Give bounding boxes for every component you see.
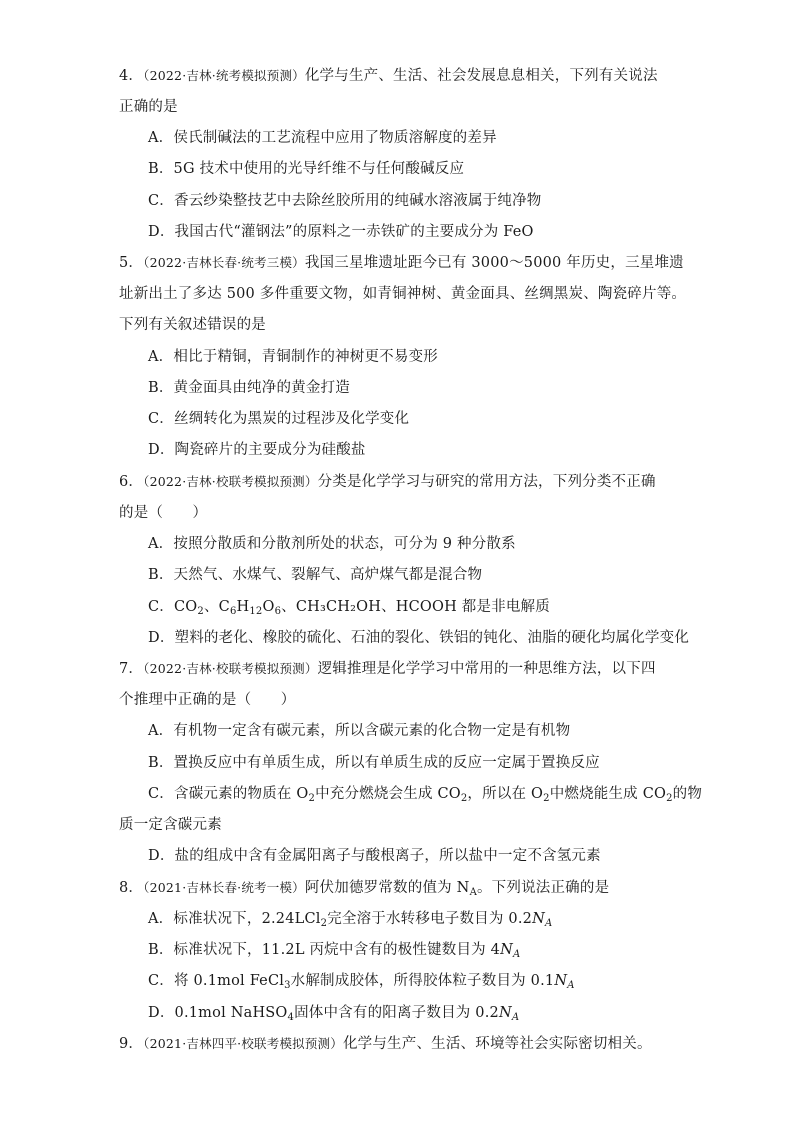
question-4-stem: 4．（2022·吉林·统考模拟预测）化学与生产、生活、社会发展息息相关，下列有关说法: [119, 68, 658, 84]
question-5-stem-cont: 址新出土了多达 500 多件重要文物，如青铜神树、黄金面具、丝绸黑炭、陶瓷碎片等。: [119, 286, 687, 302]
question-4-option-a: A．侯氏制碱法的工艺流程中应用了物质溶解度的差异: [148, 130, 497, 146]
question-8-stem: 8．（2021·吉林长春·统考一模）阿伏加德罗常数的值为 $N_A$。下列说法正确的是: [119, 880, 610, 898]
question-4-option-c: C．香云纱染整技艺中去除丝胶所用的纯碱水溶液属于纯净物: [148, 193, 542, 209]
question-6-option-a: A．按照分散质和分散剂所处的状态，可分为 9 种分散系: [148, 536, 516, 552]
question-5-option-b: B．黄金面具由纯净的黄金打造: [148, 380, 350, 396]
question-5-option-d: D．陶瓷碎片的主要成分为硅酸盐: [148, 442, 366, 458]
question-6-stem-cont: 的是（ ）: [119, 505, 208, 521]
question-5-stem-cont-2: 下列有关叙述错误的是: [119, 317, 266, 333]
question-7-option-b: B．置换反应中有单质生成，所以有单质生成的反应一定属于置换反应: [148, 755, 600, 771]
question-8-option-b: B．标准状况下，11.2L 丙烷中含有的极性键数目为 $4N_A$: [148, 942, 521, 960]
question-7-option-c: C．含碳元素的物质在 $O_2$中充分燃烧会生成 $CO_2$，所以在 $O_2$中燃烧能生成 $CO_2$的物: [148, 786, 703, 804]
question-4-option-d: D．我国古代“灌钢法”的原料之一赤铁矿的主要成分为 FeO: [148, 224, 534, 240]
question-6-option-b: B．天然气、水煤气、裂解气、高炉煤气都是混合物: [148, 567, 483, 583]
question-8-option-a: A．标准状况下，2.24LCl$_2$完全溶于水转移电子数目为 $0.2N_A$: [148, 911, 553, 929]
question-7-option-a: A．有机物一定含有碳元素，所以含碳元素的化合物一定是有机物: [148, 723, 571, 739]
question-6-option-c: C．$CO_2$、$C_6H_{12}O_6$、CH₃CH₂OH、HCOOH 都是非电解质: [148, 599, 550, 617]
question-7-option-d: D．盐的组成中含有金属阳离子与酸根离子，所以盐中一定不含氢元素: [148, 848, 601, 864]
question-8-option-d: D．0.1mol NaHSO$_4$固体中含有的阳离子数目为 $0.2N_A$: [148, 1005, 520, 1023]
question-7-stem-cont: 个推理中正确的是（ ）: [119, 692, 296, 708]
question-6-option-d: D．塑料的老化、橡胶的硫化、石油的裂化、铁铝的钝化、油脂的硬化均属化学变化: [148, 630, 690, 646]
question-4-option-b: B．5G 技术中使用的光导纤维不与任何酸碱反应: [148, 161, 465, 177]
question-8-option-c: C．将 0.1mol FeCl$_3$水解制成胶体，所得胶体粒子数目为 $0.1N_A$: [148, 973, 575, 991]
question-9-stem: 9．（2021·吉林四平·校联考模拟预测）化学与生产、生活、环境等社会实际密切相关。: [119, 1036, 652, 1052]
question-6-stem: 6．（2022·吉林·校联考模拟预测）分类是化学学习与研究的常用方法，下列分类不正确: [119, 474, 656, 490]
question-5-option-a: A．相比于精铜，青铜制作的神树更不易变形: [148, 349, 438, 365]
question-4-stem-cont: 正确的是: [119, 99, 178, 115]
question-5-option-c: C．丝绸转化为黑炭的过程涉及化学变化: [148, 411, 410, 427]
question-7-stem: 7．（2022·吉林·校联考模拟预测）逻辑推理是化学学习中常用的一种思维方法，以下四: [119, 661, 656, 677]
question-5-stem: 5．（2022·吉林长春·统考三模）我国三星堆遗址距今已有 3000～5000 年历史，三星堆遗: [119, 255, 684, 271]
question-7-option-c-cont: 质一定含碳元素: [119, 817, 222, 833]
